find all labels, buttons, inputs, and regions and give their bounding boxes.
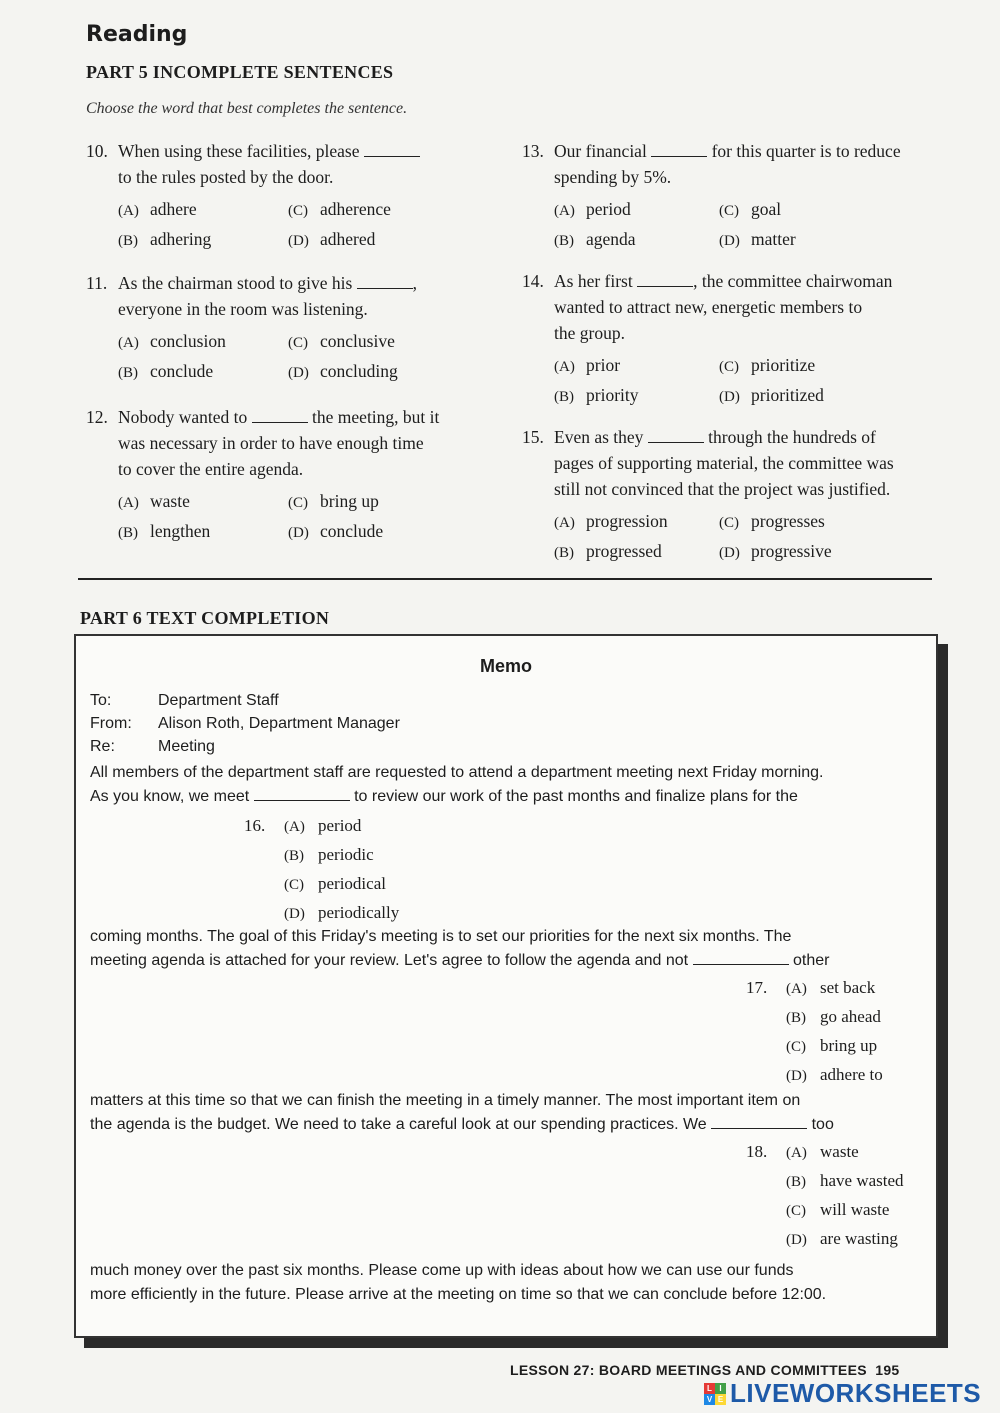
memo-paragraph: much money over the past six months. Please come up with ideas about how we can use our funds [90, 1262, 794, 1279]
option[interactable]: (C) adherence [288, 199, 391, 219]
option[interactable]: (B) lengthen [118, 521, 211, 541]
answer-blank[interactable] [364, 142, 420, 157]
part5-heading: PART 5 INCOMPLETE SENTENCES [86, 62, 394, 82]
option[interactable]: (D) adhere to [786, 1065, 883, 1084]
option[interactable]: (A) waste [118, 491, 190, 511]
option[interactable]: (B) priority [554, 385, 639, 405]
option[interactable]: 18. (A) waste [746, 1142, 859, 1161]
option[interactable]: (A) prior [554, 355, 621, 375]
option[interactable]: (C) will waste [786, 1200, 890, 1219]
question-12: 12. Nobody wanted to the meeting, but it was necessary in order to have enough time to cover the entire agenda. (A) waste (C) bring up (B) lengthen (D) conclude [86, 404, 458, 546]
option[interactable]: (D) prioritized [719, 385, 824, 405]
option[interactable]: (C) goal [719, 199, 782, 219]
brand-name: LIVEWORKSHEETS [730, 1378, 982, 1408]
part5-instruction: Choose the word that best completes the sentence. [86, 100, 408, 117]
liveworksheets-icon: L I V E [704, 1383, 726, 1405]
answer-blank[interactable] [252, 408, 308, 423]
answer-blank[interactable] [711, 1114, 807, 1129]
lesson-title: LESSON 27: BOARD MEETINGS AND COMMITTEES [510, 1362, 867, 1378]
option[interactable]: 16. (A) period [244, 816, 362, 835]
option[interactable]: (D) matter [719, 229, 796, 249]
option[interactable]: (B) agenda [554, 229, 636, 249]
option[interactable]: (B) go ahead [786, 1007, 881, 1026]
page-number: 195 [875, 1362, 900, 1378]
question-14: 14. As her first , the committee chairwoman wanted to attract new, energetic members to the group. (A) prior (C) prioritize (B) priority (D) prioritized [522, 268, 892, 410]
option[interactable]: (A) conclusion [118, 331, 226, 351]
memo-paragraph: All members of the department staff are requested to attend a department meeting next Friday morning. [90, 764, 824, 781]
memo-paragraph: matters at this time so that we can finish the meeting in a timely manner. The most important item on [90, 1092, 801, 1109]
answer-blank[interactable] [254, 786, 350, 801]
section-label: Reading [86, 22, 188, 47]
memo-title: Memo [479, 656, 532, 676]
option[interactable]: (C) bring up [786, 1036, 878, 1055]
memo-to: To: Department Staff [90, 692, 279, 709]
question-18-options [746, 1138, 904, 1254]
memo-paragraph: coming months. The goal of this Friday's meeting is to set our priorities for the next six months. The [90, 928, 792, 945]
answer-blank[interactable] [637, 272, 693, 287]
option[interactable]: (C) prioritize [719, 355, 816, 375]
option[interactable]: (D) concluding [288, 361, 398, 381]
answer-blank[interactable] [651, 142, 707, 157]
page-footer [510, 1362, 900, 1378]
part6-heading: PART 6 TEXT COMPLETION [80, 608, 330, 628]
question-10: 10. When using these facilities, please to the rules posted by the door. (A) adhere (C) adherence (B) adhering (D) adhered [86, 138, 458, 254]
option[interactable]: (D) periodically [284, 903, 400, 922]
memo-paragraph: the agenda is the budget. We need to take a careful look at our spending practices. We too [90, 1116, 834, 1133]
memo-paragraph: more efficiently in the future. Please arrive at the meeting on time so that we can conclude before 12:00. [90, 1286, 827, 1303]
option[interactable]: (D) are wasting [786, 1229, 898, 1248]
question-11: 11. As the chairman stood to give his , everyone in the room was listening. (A) conclusion (C) conclusive (B) conclude (D) concluding [86, 270, 458, 386]
liveworksheets-logo[interactable] [704, 1378, 981, 1409]
option[interactable]: (D) adhered [288, 229, 376, 249]
option[interactable]: (B) conclude [118, 361, 214, 381]
question-13: 13. Our financial for this quarter is to reduce spending by 5%. (A) period (C) goal (B) agenda (D) matter [522, 138, 901, 254]
option[interactable]: 17. (A) set back [746, 978, 876, 997]
option[interactable]: (D) progressive [719, 541, 832, 561]
question-17-options [746, 974, 883, 1090]
section-divider [78, 578, 932, 580]
option[interactable]: (B) periodic [284, 845, 374, 864]
option[interactable]: (B) progressed [554, 541, 662, 561]
answer-blank[interactable] [357, 274, 413, 289]
option[interactable]: (B) have wasted [786, 1171, 904, 1190]
answer-blank[interactable] [693, 950, 789, 965]
question-16-options [244, 812, 399, 928]
memo-paragraph: As you know, we meet to review our work of the past months and finalize plans for the [90, 788, 798, 805]
memo-re: Re: Meeting [90, 738, 215, 755]
option[interactable]: (C) bring up [288, 491, 379, 511]
answer-blank[interactable] [648, 428, 704, 443]
option[interactable]: (B) adhering [118, 229, 212, 249]
option[interactable]: (A) period [554, 199, 631, 219]
option[interactable]: (C) conclusive [288, 331, 395, 351]
option[interactable]: (C) periodical [284, 874, 386, 893]
memo-from: From: Alison Roth, Department Manager [90, 715, 400, 732]
option[interactable]: (C) progresses [719, 511, 825, 531]
memo-box [74, 634, 938, 1338]
option[interactable]: (D) conclude [288, 521, 384, 541]
question-15: 15. Even as they through the hundreds of pages of supporting material, the committee was still not convinced that the project was justified. (A) progression (C) progresses (B) progressed (D) progressive [522, 424, 894, 566]
option[interactable]: (A) progression [554, 511, 668, 531]
option[interactable]: (A) adhere [118, 199, 197, 219]
memo-paragraph: meeting agenda is attached for your review. Let's agree to follow the agenda and not other [90, 952, 830, 969]
